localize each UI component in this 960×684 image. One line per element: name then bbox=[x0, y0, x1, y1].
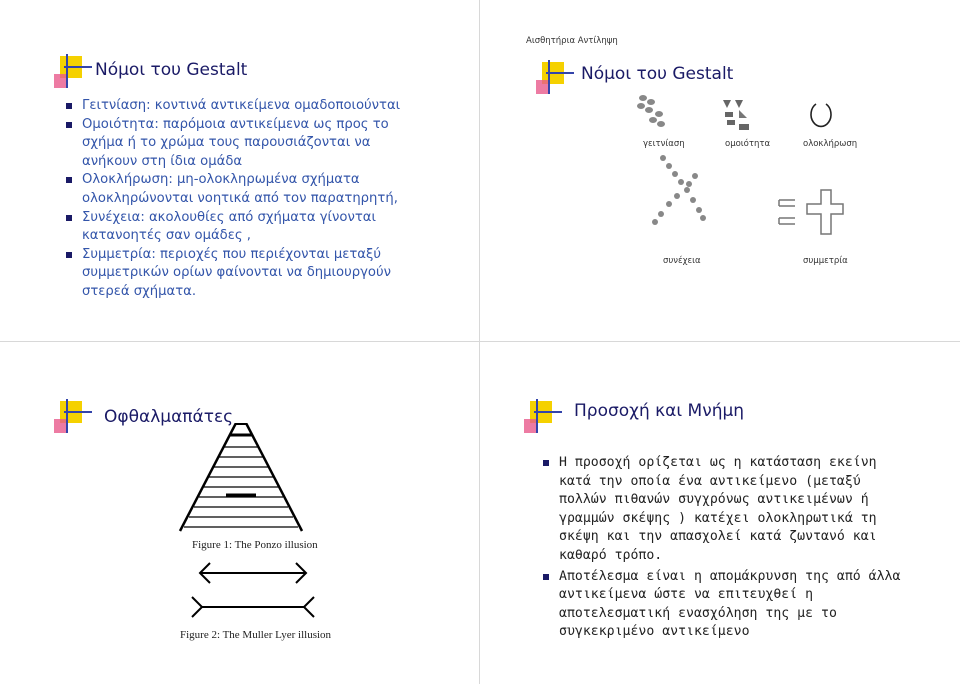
list-item bbox=[66, 116, 406, 172]
continuity-diagram bbox=[651, 152, 711, 228]
list-item bbox=[66, 171, 406, 208]
slide-title: Νόμοι του Gestalt bbox=[581, 64, 734, 84]
list-item bbox=[66, 246, 406, 302]
slide-gestalt-laws-text bbox=[0, 0, 478, 340]
figure2-caption: Figure 2: The Muller Lyer illusion bbox=[180, 629, 332, 641]
law-description: : μη-ολοκληρωμένα σχήματα ολοκληρώνονται νοητικά από τον παρατηρητή, bbox=[82, 172, 398, 206]
law-description: : περιοχές που περιέχονται μεταξύ συμμετρικών ορίων φαίνονται να δημιουργούν στερεά σχήματα. bbox=[82, 246, 391, 299]
attention-list bbox=[543, 454, 913, 642]
list-item: Η προσοχή ορίζεται ως η κατάσταση εκείνη κατά την οποία ένα αντικείμενο (μεταξύ πολλών πιθανών συγχρόνως αντικειμένων ή γραμμών σκέψης ) κατέχει ολοκληρωτικά τη σκέψη και την απασχολεί κατά ζωντανό και καθαρό τρόπο. bbox=[543, 454, 913, 566]
proximity-caption: γειτνίαση bbox=[643, 139, 685, 149]
list-item: Αποτέλεσμα είναι η απομάκρυνση της από άλλα αντικείμενα ώστε να επιτευχθεί η αποτελεσματική ενασχόληση της με το συγκεκριμένο αντικείμενο bbox=[543, 568, 913, 642]
law-term: Ολοκλήρωση bbox=[82, 172, 169, 188]
slide-title: Οφθαλμαπάτες bbox=[104, 407, 234, 427]
law-term: Συμμετρία bbox=[82, 246, 152, 262]
gestalt-law-list bbox=[66, 97, 406, 302]
closure-caption: ολοκλήρωση bbox=[803, 139, 858, 149]
law-description: : παρόμοια αντικείμενα ως προς το σχήμα ή το χρώμα τους παρουσιάζονται να ανήκουν στη ίδια ομάδα bbox=[82, 116, 389, 169]
slide-logo-icon bbox=[522, 395, 562, 435]
slide-title: Νόμοι του Gestalt bbox=[95, 60, 248, 80]
similarity-diagram bbox=[719, 98, 759, 134]
symmetry-caption: συμμετρία bbox=[803, 256, 848, 266]
slide-attention-memory bbox=[481, 343, 959, 683]
slide-title: Προσοχή και Μνήμη bbox=[574, 401, 745, 421]
list-item bbox=[66, 209, 406, 246]
ponzo-illusion-image bbox=[178, 423, 304, 535]
slide-header: Αισθητήρια Αντίληψη bbox=[526, 36, 618, 46]
similarity-caption: ομοιότητα bbox=[725, 139, 771, 149]
slide-gestalt-diagrams bbox=[481, 0, 959, 340]
closure-diagram bbox=[809, 100, 833, 132]
slide-optical-illusions bbox=[0, 343, 478, 683]
figure1-caption: Figure 1: The Ponzo illusion bbox=[192, 539, 318, 551]
proximity-diagram bbox=[631, 92, 691, 132]
slide-logo-icon bbox=[52, 50, 92, 90]
law-term: Συνέχεια bbox=[82, 209, 141, 225]
page-divider-horizontal bbox=[0, 341, 960, 342]
slide-logo-icon bbox=[52, 395, 92, 435]
law-description: : κοντινά αντικείμενα ομαδοποιούνται bbox=[146, 98, 401, 113]
law-term: Γειτνίαση bbox=[82, 98, 147, 113]
muller-lyer-illusion-image bbox=[188, 561, 318, 621]
continuity-caption: συνέχεια bbox=[663, 256, 701, 266]
list-item bbox=[66, 97, 406, 116]
slide-logo-icon bbox=[534, 56, 574, 96]
page-divider-vertical bbox=[479, 0, 480, 684]
law-description: : ακολουθίες από σχήματα γίνονται κατανοητές σαν ομάδες , bbox=[82, 209, 376, 244]
symmetry-diagram bbox=[773, 186, 863, 238]
law-term: Ομοιότητα bbox=[82, 116, 155, 132]
